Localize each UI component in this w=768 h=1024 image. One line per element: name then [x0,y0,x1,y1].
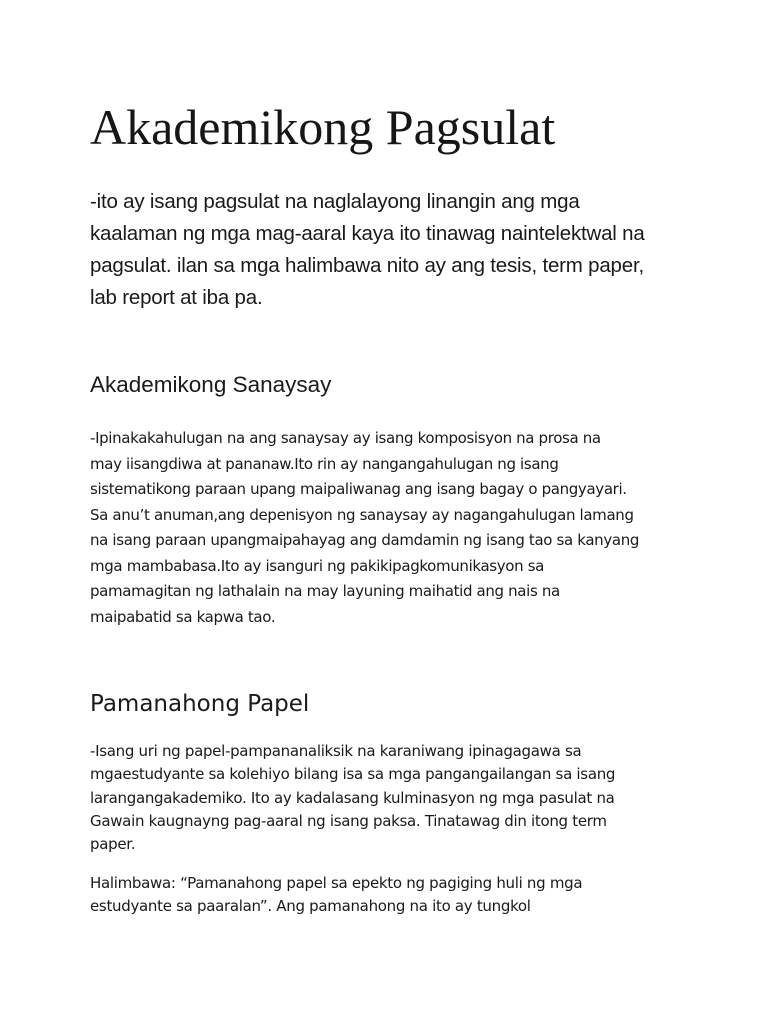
sanaysay-line: sistematikong paraan upang maipaliwanag ang isang bagay o pangyayari. [90,480,627,498]
section-heading-pamanahong-papel: Pamanahong Papel [90,691,310,717]
intro-paragraph [90,186,690,314]
intro-line: lab report at iba pa. [90,286,263,309]
intro-line: pagsulat. ilan sa mga halimbawa nito ay ang tesis, term paper, [90,254,644,277]
papel-line: larangangakademiko. Ito ay kadalasang kulminasyon ng mga pasulat na [90,788,615,807]
sanaysay-line: na isang paraan upangmaipahayag ang damdamin ng isang tao sa kanyang [90,531,640,549]
papel-line: mgaestudyante sa kolehiyo bilang isa sa mga pangangailangan sa isang [90,765,616,784]
halimbawa-line: Halimbawa: “Pamanahong papel sa epekto ng pagiging huli ng mga [90,874,583,892]
intro-line: -ito ay isang pagsulat na naglalayong linangin ang mga [90,190,580,213]
papel-line: -Isang uri ng papel-pampananaliksik na karaniwang ipinagagawa sa [90,742,582,760]
papel-line: paper. [90,835,136,854]
pamanahong-papel-paragraph [90,740,700,856]
section-heading-sanaysay: Akademikong Sanaysay [90,372,332,397]
halimbawa-paragraph [90,872,700,919]
sanaysay-line: mga mambabasa.Ito ay isanguri ng pakikipagkomunikasyon sa [90,556,545,575]
sanaysay-line: Sa anu’t anuman,ang depenisyon ng sanaysay ay nagangahulugan lamang [90,505,634,524]
sanaysay-line: -Ipinakakahulugan na ang sanaysay ay isang komposisyon na prosa na [90,429,601,447]
papel-line: Gawain kaugnayng pag-aaral ng isang paksa. Tinatawag din itong term [90,811,607,830]
sanaysay-line: maipabatid sa kapwa tao. [90,607,276,626]
halimbawa-line: estudyante sa paaralan”. Ang pamanahong na ito ay tungkol [90,897,531,916]
document-title: Akademikong Pagsulat [90,99,556,155]
sanaysay-line: may iisangdiwa at pananaw.Ito rin ay nangangahulugan ng isang [90,454,559,473]
intro-line: kaalaman ng mga mag-aaral kaya ito tinawag naintelektwal na [90,222,645,245]
sanaysay-line: pamamagitan ng lathalain na may layuning maihatid ang nais na [90,582,560,600]
sanaysay-paragraph [90,426,700,630]
